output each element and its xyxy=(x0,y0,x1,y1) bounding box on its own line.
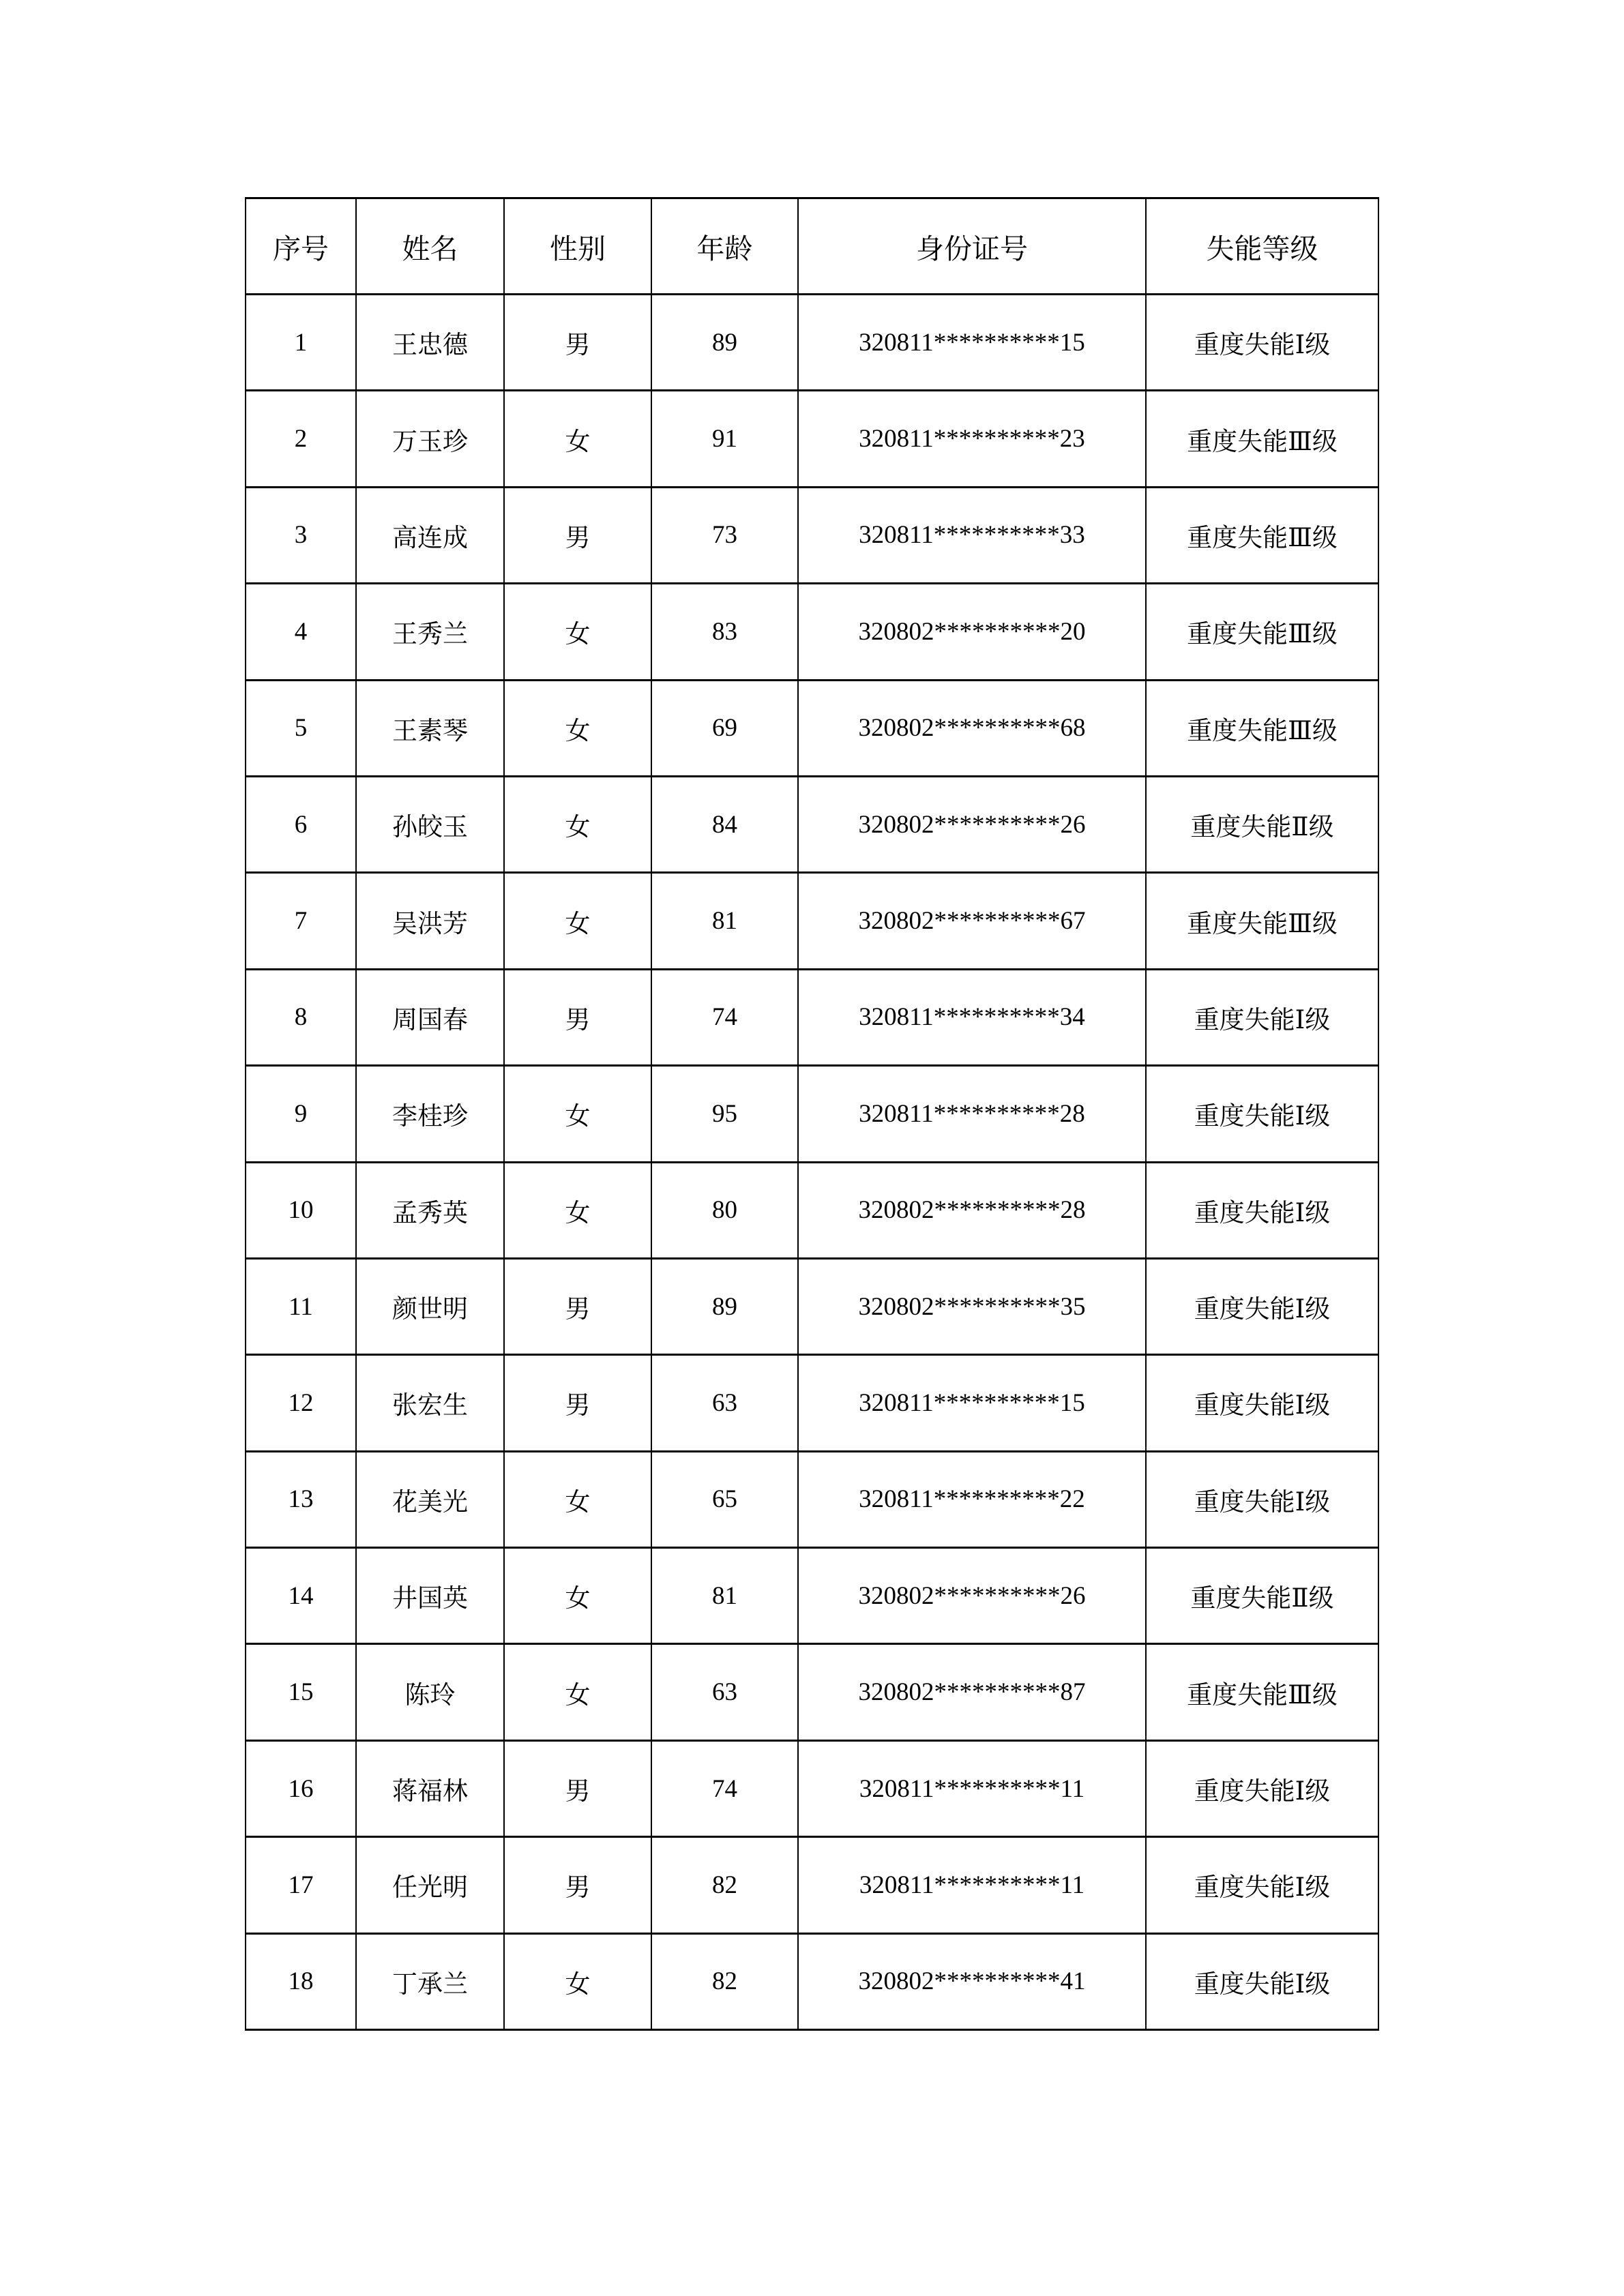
table-row xyxy=(246,584,1378,680)
disability-grade-cell: 重度失能Ⅰ级 xyxy=(1146,1258,1378,1354)
serial-no-cell: 3 xyxy=(246,487,356,583)
id-number-cell: 320811**********34 xyxy=(798,969,1146,1065)
id-number-cell: 320811**********15 xyxy=(798,295,1146,391)
name-cell: 孟秀英 xyxy=(356,1162,504,1258)
name-cell: 丁承兰 xyxy=(356,1933,504,2029)
name-cell: 王素琴 xyxy=(356,680,504,776)
age-cell: 83 xyxy=(651,584,798,680)
name-cell: 万玉珍 xyxy=(356,391,504,487)
gender-cell: 男 xyxy=(504,1355,651,1451)
gender-cell: 男 xyxy=(504,1258,651,1354)
age-cell: 81 xyxy=(651,1548,798,1644)
id-number-cell: 320811**********15 xyxy=(798,1355,1146,1451)
id-number-cell: 320811**********33 xyxy=(798,487,1146,583)
table-row xyxy=(246,1644,1378,1740)
table-row xyxy=(246,1258,1378,1354)
id-number-cell: 320802**********26 xyxy=(798,1548,1146,1644)
age-cell: 82 xyxy=(651,1933,798,2029)
age-cell: 65 xyxy=(651,1451,798,1547)
id-number-cell: 320802**********87 xyxy=(798,1644,1146,1740)
gender-cell: 女 xyxy=(504,1066,651,1162)
serial-no-cell: 6 xyxy=(246,776,356,872)
gender-cell: 女 xyxy=(504,1162,651,1258)
serial-no-cell: 14 xyxy=(246,1548,356,1644)
gender-cell: 女 xyxy=(504,680,651,776)
table-row xyxy=(246,295,1378,391)
serial-no-cell: 16 xyxy=(246,1740,356,1836)
table-row xyxy=(246,1066,1378,1162)
disability-grade-cell: 重度失能Ⅲ级 xyxy=(1146,391,1378,487)
age-cell: 74 xyxy=(651,1740,798,1836)
disability-roster-table xyxy=(245,197,1379,2031)
id-number-cell: 320802**********68 xyxy=(798,680,1146,776)
table-row xyxy=(246,776,1378,872)
id-number-cell: 320802**********35 xyxy=(798,1258,1146,1354)
gender-cell: 女 xyxy=(504,391,651,487)
disability-grade-cell: 重度失能Ⅱ级 xyxy=(1146,1548,1378,1644)
disability-grade-cell: 重度失能Ⅰ级 xyxy=(1146,295,1378,391)
name-cell: 任光明 xyxy=(356,1837,504,1933)
table-row xyxy=(246,1740,1378,1836)
table-row xyxy=(246,1548,1378,1644)
name-cell: 蒋福林 xyxy=(356,1740,504,1836)
id-number-cell: 320811**********11 xyxy=(798,1740,1146,1836)
disability-grade-cell: 重度失能Ⅲ级 xyxy=(1146,487,1378,583)
name-cell: 颜世明 xyxy=(356,1258,504,1354)
table-row xyxy=(246,1933,1378,2029)
id-number-cell: 320802**********67 xyxy=(798,873,1146,969)
gender-cell: 女 xyxy=(504,873,651,969)
id-number-cell: 320811**********28 xyxy=(798,1066,1146,1162)
age-cell: 63 xyxy=(651,1355,798,1451)
disability-grade-cell: 重度失能Ⅲ级 xyxy=(1146,680,1378,776)
gender-cell: 男 xyxy=(504,1740,651,1836)
disability-grade-cell: 重度失能Ⅰ级 xyxy=(1146,1740,1378,1836)
serial-no-cell: 17 xyxy=(246,1837,356,1933)
table-row xyxy=(246,391,1378,487)
age-cell: 80 xyxy=(651,1162,798,1258)
age-cell: 63 xyxy=(651,1644,798,1740)
serial-no-cell: 9 xyxy=(246,1066,356,1162)
serial-no-cell: 12 xyxy=(246,1355,356,1451)
age-cell: 74 xyxy=(651,969,798,1065)
serial-no-cell: 13 xyxy=(246,1451,356,1547)
header-serial-no: 序号 xyxy=(246,198,356,295)
disability-grade-cell: 重度失能Ⅰ级 xyxy=(1146,1837,1378,1933)
table-body xyxy=(246,295,1378,2030)
gender-cell: 女 xyxy=(504,584,651,680)
age-cell: 89 xyxy=(651,295,798,391)
header-name: 姓名 xyxy=(356,198,504,295)
id-number-cell: 320811**********23 xyxy=(798,391,1146,487)
name-cell: 李桂珍 xyxy=(356,1066,504,1162)
disability-grade-cell: 重度失能Ⅱ级 xyxy=(1146,776,1378,872)
name-cell: 张宏生 xyxy=(356,1355,504,1451)
gender-cell: 女 xyxy=(504,776,651,872)
disability-grade-cell: 重度失能Ⅰ级 xyxy=(1146,1933,1378,2029)
disability-grade-cell: 重度失能Ⅰ级 xyxy=(1146,1355,1378,1451)
disability-grade-cell: 重度失能Ⅰ级 xyxy=(1146,1162,1378,1258)
serial-no-cell: 1 xyxy=(246,295,356,391)
disability-grade-cell: 重度失能Ⅲ级 xyxy=(1146,1644,1378,1740)
id-number-cell: 320802**********20 xyxy=(798,584,1146,680)
header-gender: 性别 xyxy=(504,198,651,295)
gender-cell: 女 xyxy=(504,1644,651,1740)
header-id-number: 身份证号 xyxy=(798,198,1146,295)
gender-cell: 男 xyxy=(504,969,651,1065)
id-number-cell: 320811**********22 xyxy=(798,1451,1146,1547)
gender-cell: 女 xyxy=(504,1548,651,1644)
disability-grade-cell: 重度失能Ⅰ级 xyxy=(1146,1451,1378,1547)
disability-grade-cell: 重度失能Ⅰ级 xyxy=(1146,969,1378,1065)
name-cell: 花美光 xyxy=(356,1451,504,1547)
serial-no-cell: 2 xyxy=(246,391,356,487)
serial-no-cell: 15 xyxy=(246,1644,356,1740)
serial-no-cell: 5 xyxy=(246,680,356,776)
name-cell: 王秀兰 xyxy=(356,584,504,680)
age-cell: 84 xyxy=(651,776,798,872)
serial-no-cell: 4 xyxy=(246,584,356,680)
disability-grade-cell: 重度失能Ⅲ级 xyxy=(1146,873,1378,969)
age-cell: 81 xyxy=(651,873,798,969)
name-cell: 周国春 xyxy=(356,969,504,1065)
id-number-cell: 320802**********26 xyxy=(798,776,1146,872)
age-cell: 82 xyxy=(651,1837,798,1933)
disability-grade-cell: 重度失能Ⅲ级 xyxy=(1146,584,1378,680)
header-age: 年龄 xyxy=(651,198,798,295)
serial-no-cell: 11 xyxy=(246,1258,356,1354)
table-row xyxy=(246,1837,1378,1933)
serial-no-cell: 7 xyxy=(246,873,356,969)
id-number-cell: 320811**********11 xyxy=(798,1837,1146,1933)
age-cell: 73 xyxy=(651,487,798,583)
name-cell: 孙皎玉 xyxy=(356,776,504,872)
id-number-cell: 320802**********41 xyxy=(798,1933,1146,2029)
serial-no-cell: 10 xyxy=(246,1162,356,1258)
table-row xyxy=(246,969,1378,1065)
table-row xyxy=(246,680,1378,776)
name-cell: 井国英 xyxy=(356,1548,504,1644)
table-row xyxy=(246,487,1378,583)
table-header-row xyxy=(246,198,1378,295)
age-cell: 89 xyxy=(651,1258,798,1354)
gender-cell: 男 xyxy=(504,487,651,583)
gender-cell: 男 xyxy=(504,1837,651,1933)
table-row xyxy=(246,873,1378,969)
id-number-cell: 320802**********28 xyxy=(798,1162,1146,1258)
gender-cell: 男 xyxy=(504,295,651,391)
disability-grade-cell: 重度失能Ⅰ级 xyxy=(1146,1066,1378,1162)
age-cell: 91 xyxy=(651,391,798,487)
serial-no-cell: 18 xyxy=(246,1933,356,2029)
header-disability-grade: 失能等级 xyxy=(1146,198,1378,295)
age-cell: 69 xyxy=(651,680,798,776)
table-row xyxy=(246,1355,1378,1451)
age-cell: 95 xyxy=(651,1066,798,1162)
name-cell: 高连成 xyxy=(356,487,504,583)
table-row xyxy=(246,1451,1378,1547)
gender-cell: 女 xyxy=(504,1933,651,2029)
name-cell: 陈玲 xyxy=(356,1644,504,1740)
table-row xyxy=(246,1162,1378,1258)
serial-no-cell: 8 xyxy=(246,969,356,1065)
gender-cell: 女 xyxy=(504,1451,651,1547)
name-cell: 吴洪芳 xyxy=(356,873,504,969)
name-cell: 王忠德 xyxy=(356,295,504,391)
